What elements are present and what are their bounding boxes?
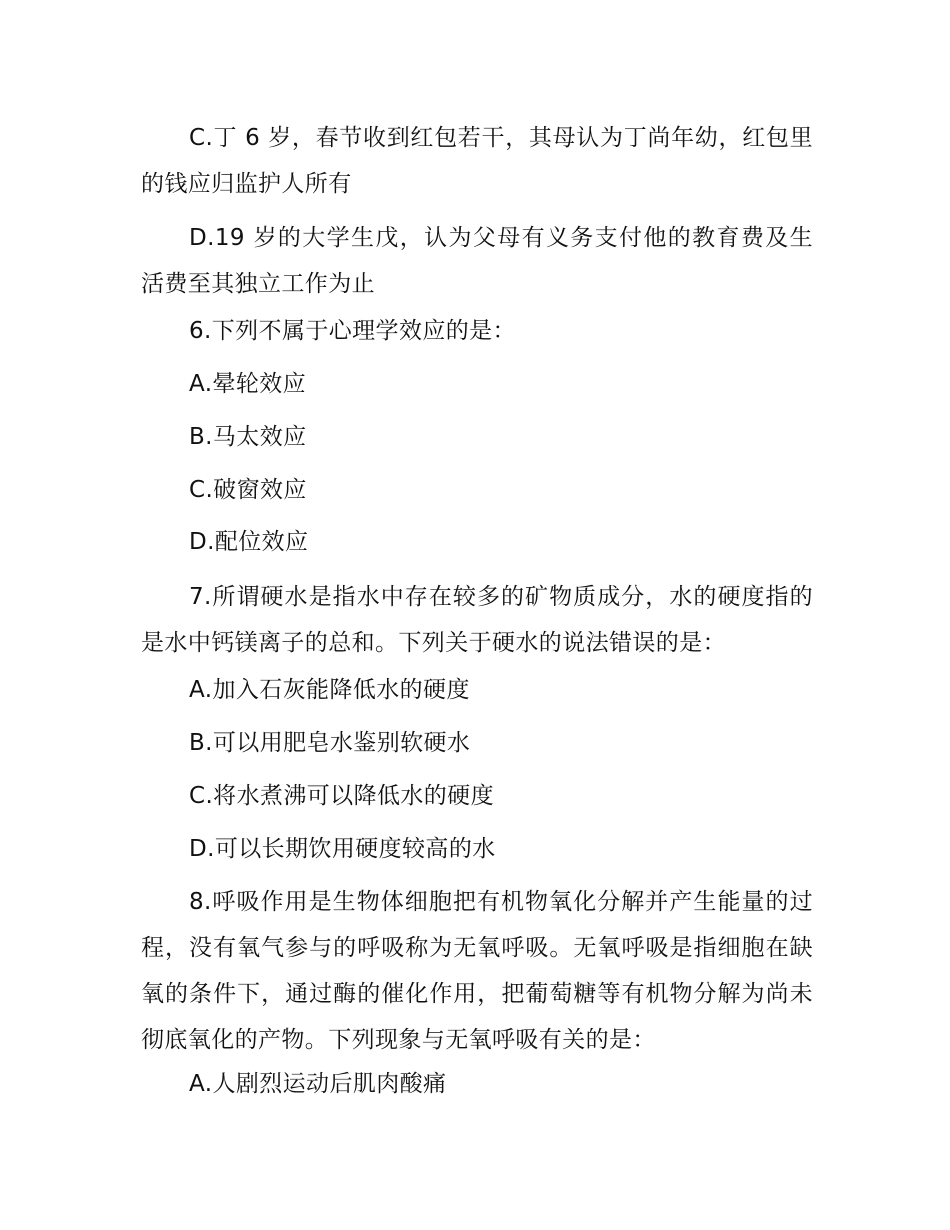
question-7-stem: 7.所谓硬水是指水中存在较多的矿物质成分，水的硬度指的是水中钙镁离子的总和。下列关于硬水的说法错误的是： — [141, 584, 813, 656]
question-6-option-c: C.破窗效应 — [189, 477, 307, 503]
question-7-option-c: C.将水煮沸可以降低水的硬度 — [189, 783, 494, 809]
question-8-option-a: A.人剧烈运动后肌肉酸痛 — [189, 1071, 447, 1097]
question-5-option-d: D.19 岁的大学生戊，认为父母有义务支付他的教育费及生活费至其独立工作为止 — [141, 225, 813, 297]
question-6-stem: 6.下列不属于心理学效应的是： — [189, 318, 516, 344]
question-6-option-a: A.晕轮效应 — [189, 371, 307, 397]
question-5-option-c: C.丁 6 岁，春节收到红包若干，其母认为丁尚年幼，红包里的钱应归监护人所有 — [141, 125, 813, 197]
question-6-option-d: D.配位效应 — [189, 529, 309, 555]
question-7-option-d: D.可以长期饮用硬度较高的水 — [189, 836, 496, 862]
question-7-option-a: A.加入石灰能降低水的硬度 — [189, 677, 470, 703]
question-7-option-b: B.可以用肥皂水鉴别软硬水 — [189, 730, 471, 756]
question-6-option-b: B.马太效应 — [189, 424, 307, 450]
question-8-stem: 8.呼吸作用是生物体细胞把有机物氧化分解并产生能量的过程，没有氧气参与的呼吸称为无氧呼吸。无氧呼吸是指细胞在缺氧的条件下，通过酶的催化作用，把葡萄糖等有机物分解为尚未彻底氧化的产物。下列现象与无氧呼吸有关的是： — [141, 889, 813, 1053]
